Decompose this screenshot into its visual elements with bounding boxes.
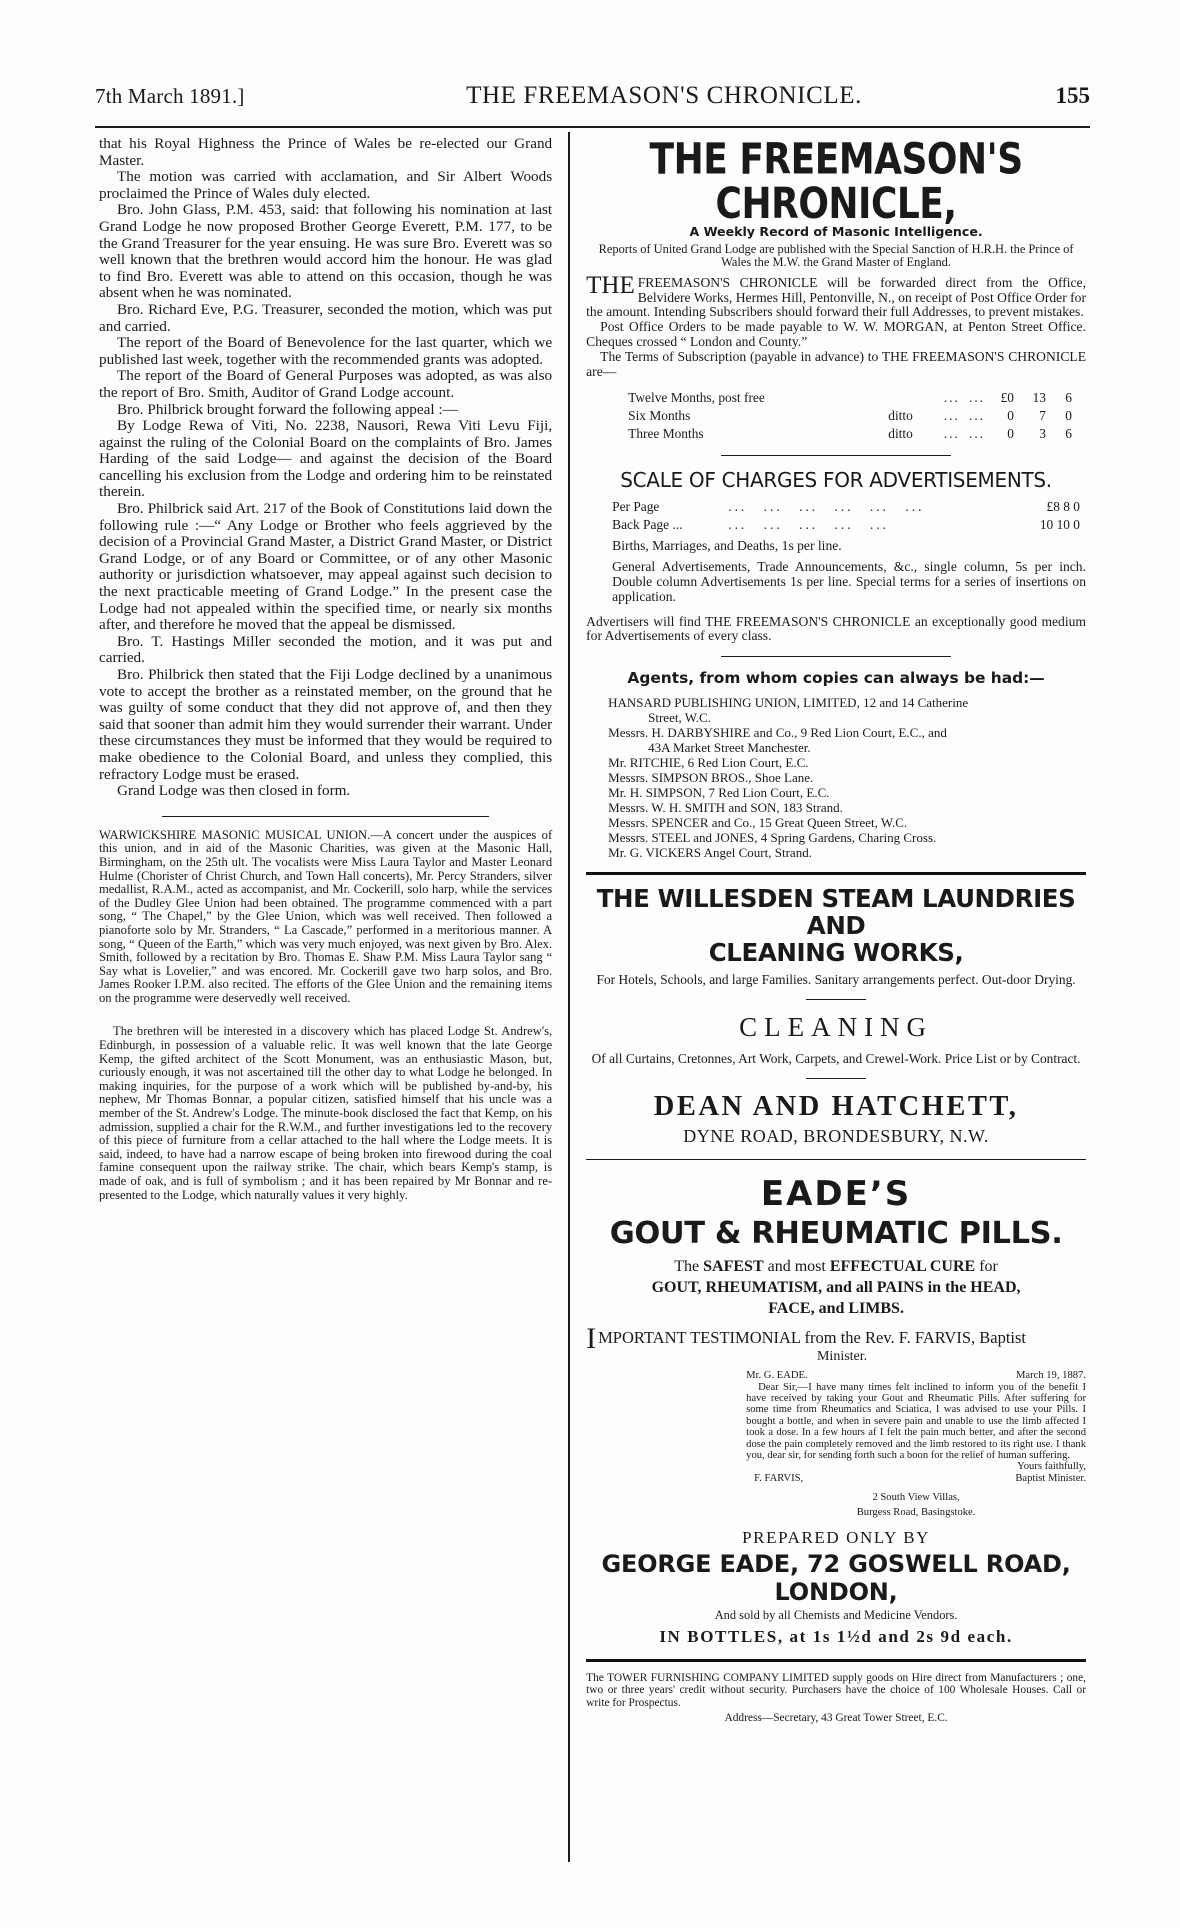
ad-inner-divider: [806, 999, 866, 1000]
eades-bottle-prices: IN BOTTLES, at 1s 1½d and 2s 9d each.: [659, 1627, 1013, 1647]
claim-effectual: EFFECTUAL CURE: [829, 1258, 976, 1276]
report-paragraph: that his Royal Highness the Prince of Wales be re-elected our Grand Master.: [99, 135, 553, 169]
general-advertisements-text: General Advertisements, Trade Announcements, &c., single column, 5s per inch. Double column Advertisements 1s per line. Special terms for a series of insertions on application.: [612, 559, 1086, 604]
rate-ditto: [866, 389, 939, 407]
header-rule: [95, 126, 1090, 128]
testimonial-address-line-1: 2 South View Villas,: [872, 1492, 960, 1504]
leader-dots: ... ... ... ... ... ...: [728, 499, 925, 515]
testimonial-heading: [586, 1322, 1086, 1366]
report-paragraph: By Lodge Rewa of Viti, No. 2238, Nausori, Rewa Viti Levu Fiji, against the ruling of the Colonial Board on the complaints of Bro. James Harding of the said Lodge— and against the decision of the Board cancelling his exclusion from the Lodge and ordering him to be reinstated therein.: [99, 417, 553, 501]
rate-pence: 0: [1065, 408, 1072, 424]
report-paragraph: Bro. T. Hastings Miller seconded the motion, and it was put and carried.: [99, 632, 553, 667]
forwarding-text: FREEMASON'S CHRONICLE will be forwarded direct from the Office, Belvidere Works, Hermes Hill, Pentonville, N., on receipt of Post Office Order for the amount. Intending Subscribers should forward their full Addresses, to prevent mistakes.: [586, 274, 1086, 320]
column-rule: [568, 132, 570, 1862]
list-item: Messrs. STEEL and JONES, 4 Spring Gardens, Charing Cross.: [608, 830, 937, 846]
rate-pounds: 0: [1007, 426, 1014, 442]
eades-maker-address: GEORGE EADE, 72 GOSWELL ROAD, LONDON,: [601, 1550, 1071, 1607]
rate-shillings: 3: [1039, 426, 1046, 442]
list-item: Messrs. W. H. SMITH and SON, 183 Strand.: [608, 800, 843, 816]
list-item: Messrs. H. DARBYSHIRE and Co., 9 Red Lion Court, E.C., and: [608, 725, 947, 741]
tower-ad-address: Address—Secretary, 43 Great Tower Street, E.C.: [724, 1712, 948, 1725]
list-item: Messrs. SPENCER and Co., 15 Great Queen Street, W.C.: [608, 815, 908, 831]
tower-furnishing-advertisement: [586, 1672, 1086, 1725]
kemp-chair-note: [99, 1025, 552, 1202]
advertisement-divider: [586, 872, 1086, 875]
report-paragraph: Bro. John Glass, P.M. 453, said: that following his nomination at last Grand Lodge he now proposed Brother George Everett, P.M. 177, to be the Grand Treasurer for the year ensuing. He was sure Bro. Everett was so well known that the brethren would accord him the honour. He was glad to find Bro. Everett was able to attend on this occasion, though he was absent when he was nominated.: [99, 201, 553, 302]
testimonial-date: March 19, 1887.: [1015, 1370, 1086, 1382]
left-column: [95, 132, 562, 1862]
report-paragraph: Grand Lodge was then closed in form.: [117, 782, 351, 800]
testimonial-letter: [746, 1370, 1086, 1518]
post-orders-paragraph: Post Office Orders to be made payable to W. W. MORGAN, at Penton Street Office. Cheques crossed “ London and County.”: [586, 319, 1086, 349]
list-item-continuation: Street, W.C.: [648, 710, 711, 726]
agents-list: [586, 695, 1086, 860]
agents-heading: Agents, from whom copies can always be had:—: [627, 669, 1045, 688]
willesden-headline: [586, 885, 1086, 966]
leader-dots: ...: [968, 426, 986, 442]
testimonial-closing: Yours faithfully,: [1017, 1461, 1086, 1473]
leader-dots: ...: [943, 426, 960, 442]
two-column-layout: [95, 132, 1090, 1862]
claim-text: The: [674, 1258, 704, 1276]
tower-ad-text: The TOWER FURNISHING COMPANY LIMITED supply goods on Hire direct from Manufacturers ; one, two or three years' credit without security. Purchasers have the choice of 100 Wholesale Houses. Call or write for Prospectus.: [586, 1672, 1086, 1709]
list-item: Messrs. SIMPSON BROS., Shoe Lane.: [608, 770, 814, 786]
willesden-headline-line1: THE WILLESDEN STEAM LAUNDRIES AND: [596, 884, 1076, 941]
report-paragraph: The report of the Board of General Purposes was adopted, as was also the report of Bro. Smith, Auditor of Grand Lodge account.: [99, 367, 553, 401]
report-paragraph: The report of the Board of Benevolence for the last quarter, which we published last week, together with the recommended grants was adopted.: [99, 334, 553, 368]
list-item: HANSARD PUBLISHING UNION, LIMITED, 12 and 14 Catherine: [608, 695, 969, 711]
table-row: [586, 498, 1086, 516]
eades-product-name: GOUT & RHEUMATIC PILLS.: [609, 1216, 1063, 1252]
note-text: WARWICKSHIRE MASONIC MUSICAL UNION.—A concert under the auspices of this union, and in aid of the Masonic Charities, was given at the Masonic Hall, Birmingham, on the 25th ult. The vocalists were Miss Laura Taylor and Master Leonard Hulme (Chorister of Christ Church, and Town Hall concerts), Mr. Percy Stranders, silver medallist, R.A.M., acted as accompanist, and Mr. Cockerill, solo harp, while the services of the Dudley Glee Union had been obtained. The programme commenced with a part song, “ The Chapel,” by the Glee Union, which was well received. Then followed a pianoforte solo by Mr. Stranders, “ La Cascade,” performed in a meritorious manner. A song, “ Queen of the Earth,” which was very much enjoyed, was next given by Bro. Alex. Smith, followed by a recitation by Bro. Thomas E. Shaw P.M. Miss Laura Taylor sang “ Say what is Lovelier,” and was encored. Mr. Cockerill gave two harp solos, and Bro. James Rooker I.P.M. also recited. The efforts of the Glee Union and the remaining items on the programme were deservedly well received.: [99, 827, 553, 1005]
rate-pounds: £0: [1000, 390, 1014, 406]
willesden-headline-line2: CLEANING WORKS,: [708, 938, 964, 968]
page-header: [95, 82, 1090, 110]
advertisement-divider: [586, 1159, 1086, 1160]
testimonial-signature-title: Baptist Minister.: [1015, 1472, 1086, 1484]
ad-inner-divider: [806, 1078, 866, 1079]
eades-claim-line-1: [586, 1257, 1086, 1276]
report-paragraph: The motion was carried with acclamation, and Sir Albert Woods proclaimed the Prince of Wales duly elected.: [99, 168, 553, 202]
rate-shillings: 13: [1032, 390, 1046, 406]
issue-date: 7th March 1891.]: [95, 84, 245, 108]
testimonial-salutation: Mr. G. EADE.: [746, 1370, 808, 1382]
testimonial-heading-minister: Minister.: [816, 1349, 868, 1365]
charge-label: Back Page ...: [612, 517, 683, 533]
cleaning-subheading: CLEANING: [739, 1012, 934, 1043]
page-title: THE FREEMASON'S CHRONICLE.: [466, 82, 862, 109]
masthead-title: THE FREEMASON'S CHRONICLE,: [649, 135, 1023, 229]
section-divider: [721, 455, 951, 456]
charge-label: Per Page: [612, 499, 660, 515]
claim-safest: SAFEST: [703, 1258, 764, 1276]
masthead-sanction-note: Reports of United Grand Lodge are published with the Special Sanction of H.R.H. the Prince of Wales the M.W. the Grand Master of England.: [598, 242, 1074, 270]
list-item-continuation: 43A Market Street Manchester.: [648, 740, 811, 756]
advertisers-note: Advertisers will find THE FREEMASON'S CHRONICLE an exceptionally good medium for Advertisements of every class.: [586, 613, 1086, 644]
list-item: Mr. RITCHIE, 6 Red Lion Court, E.C.: [608, 755, 809, 771]
cleaning-body: Of all Curtains, Cretonnes, Art Work, Carpets, and Crewel-Work. Price List or by Contract.: [591, 1051, 1081, 1067]
rate-pounds: 0: [1007, 408, 1014, 424]
testimonial-signature: [746, 1473, 1086, 1484]
testimonial-signature-name: F. FARVIS,: [754, 1472, 804, 1484]
dean-hatchett-address: DYNE ROAD, BRONDESBURY, N.W.: [683, 1126, 989, 1147]
report-paragraph: Bro. Philbrick then stated that the Fiji Lodge declined by a unanimous vote to accept the brother as a reinstated member, on the ground that he was guilty of some conduct that they did not approve of, and then they said that sooner than admit him they would surrender their warrant. Under these circumstances they must be informed that they would be required to make obedience to the Colonial Board, and unless they complied, this refractory Lodge must be erased.: [99, 666, 553, 783]
subscription-info: [586, 271, 1086, 380]
leader-dots: ...: [943, 390, 960, 406]
advertisement-charges-table: [586, 498, 1086, 534]
eades-brand: EADE’S: [760, 1174, 912, 1215]
list-item: Mr. G. VICKERS Angel Court, Strand.: [608, 845, 812, 861]
right-column: [576, 132, 1090, 1862]
leader-dots: ...: [968, 390, 986, 406]
section-divider: [721, 656, 951, 657]
rate-label: Six Months: [628, 408, 691, 424]
eades-sold-by: And sold by all Chemists and Medicine Vendors.: [714, 1608, 958, 1623]
terms-paragraph: The Terms of Subscription (payable in advance) to THE FREEMASON'S CHRONICLE are—: [586, 348, 1086, 379]
subscription-rates-table: [586, 389, 1086, 443]
eades-advertisement: [586, 1174, 1086, 1647]
section-divider: [162, 816, 488, 817]
willesden-advertisement: [586, 885, 1086, 1147]
table-row: [586, 516, 1086, 534]
advertisement-divider: [586, 1659, 1086, 1662]
leader-dots: ...: [968, 408, 986, 424]
masthead-subtitle: A Weekly Record of Masonic Intelligence.: [689, 224, 983, 239]
rate-ditto: ditto: [888, 426, 913, 442]
rate-label: Twelve Months, post free: [628, 390, 765, 406]
eades-claim-line-3: FACE, and LIMBS.: [768, 1300, 904, 1318]
scale-of-charges-heading: SCALE OF CHARGES FOR ADVERTISEMENTS.: [620, 468, 1052, 493]
rate-ditto: ditto: [888, 408, 913, 424]
testimonial-body: Dear Sir,—I have many times felt inclined to inform you of the benefit I have received by taking your Gout and Rheumatic Pills. After suffering for some time from Rheumatics and Sciatica, I was advised to use your Pills. I bought a bottle, and when in severe pain and unable to use the limb affected I took a dose. In a few hours af I felt the pain much better, and after the second dose the pain completely removed and the limb restored to its right use. I thank you, dear sir, for sending forth such a boon for the relief of human suffering.: [746, 1381, 1086, 1462]
table-row: [586, 407, 1086, 425]
rate-pence: 6: [1065, 390, 1072, 406]
claim-text: and most: [763, 1258, 830, 1276]
grand-lodge-report: [99, 136, 552, 800]
page-number: 155: [1055, 83, 1090, 108]
willesden-body: For Hotels, Schools, and large Families. Sanitary arrangements perfect. Out-door Drying.: [596, 972, 1076, 988]
report-paragraph: Bro. Philbrick said Art. 217 of the Book of Constitutions laid down the following rule :—“ Any Lodge or Brother who feels aggrieved by the decision of a Provincial Grand Master, a District Grand Master, or District Grand Lodge, or of any Board or Committee, or of any other Masonic authority or jurisdiction whatsoever, may appeal against such decision to the next practicable meeting of Grand Lodge.” In the present case the Lodge had not appealed within the specified time, or nearly six months after, and therefore he moved that the appeal be dismissed.: [99, 500, 553, 634]
drop-cap: I: [586, 1322, 597, 1356]
dean-hatchett-name: DEAN AND HATCHETT,: [653, 1091, 1019, 1123]
testimonial-header-row: [746, 1370, 1086, 1381]
births-line: Births, Marriages, and Deaths, 1s per line.: [612, 538, 842, 554]
eades-claim-line-2: GOUT, RHEUMATISM, and all PAINS in the HEAD,: [651, 1279, 1021, 1297]
testimonial-heading-text: MPORTANT TESTIMONIAL from the Rev. F. FARVIS, Baptist: [598, 1328, 1027, 1348]
forwarding-paragraph: [586, 271, 1086, 320]
prepared-only-by: PREPARED ONLY BY: [742, 1528, 931, 1548]
claim-text: for: [975, 1258, 998, 1276]
charge-price: £8 8 0: [1046, 499, 1080, 515]
note-text: The brethren will be interested in a discovery which has placed Lodge St. Andrew's, Edinburgh, in possession of a valuable relic. It was well known that the late George Kemp, the gifted architect of the Scott Monument, was an enthusiastic Mason, but, curiously enough, it was not ascertained till the other day to what Lodge he belonged. In making inquiries, for the purpose of a work which will be published by-and-by, his nephew, Mr Thomas Bonnar, a popular citizen, satisfied himself that his uncle was a member of the St. Andrew's Lodge. The minute-book disclosed the fact that Kemp, on his admission, supplied a chair for the R.W.M., and further investigations led to the recovery of this piece of furniture from a cellar attached to the hall where the Lodge meets. It is said, indeed, to have had a narrow escape of being broken into firewood during the coal famine consequent upon the railway strike. The chair, which bears Kemp's stamp, is made of oak, and is full of symbolism ; and it has been repaired by Mr Bonnar and re-presented to the Lodge, which naturally values it very highly.: [99, 1024, 553, 1202]
warwickshire-note: [99, 829, 552, 1006]
drop-cap: THE: [586, 271, 635, 299]
list-item: Mr. H. SIMPSON, 7 Red Lion Court, E.C.: [608, 785, 830, 801]
report-paragraph: Bro. Philbrick brought forward the following appeal :—: [117, 400, 458, 418]
rate-label: Three Months: [628, 426, 704, 442]
rate-shillings: 7: [1039, 408, 1046, 424]
leader-dots: ... ... ... ... ...: [728, 517, 890, 533]
leader-dots: ...: [943, 408, 960, 424]
table-row: [586, 425, 1086, 443]
rate-pence: 6: [1065, 426, 1072, 442]
table-row: [586, 389, 1086, 407]
advertisement-terms: [586, 539, 1086, 644]
report-paragraph: Bro. Richard Eve, P.G. Treasurer, seconded the motion, which was put and carried.: [99, 300, 553, 335]
testimonial-address-line-2: Burgess Road, Basingstoke.: [856, 1506, 976, 1518]
charge-price: 10 10 0: [1039, 517, 1080, 533]
